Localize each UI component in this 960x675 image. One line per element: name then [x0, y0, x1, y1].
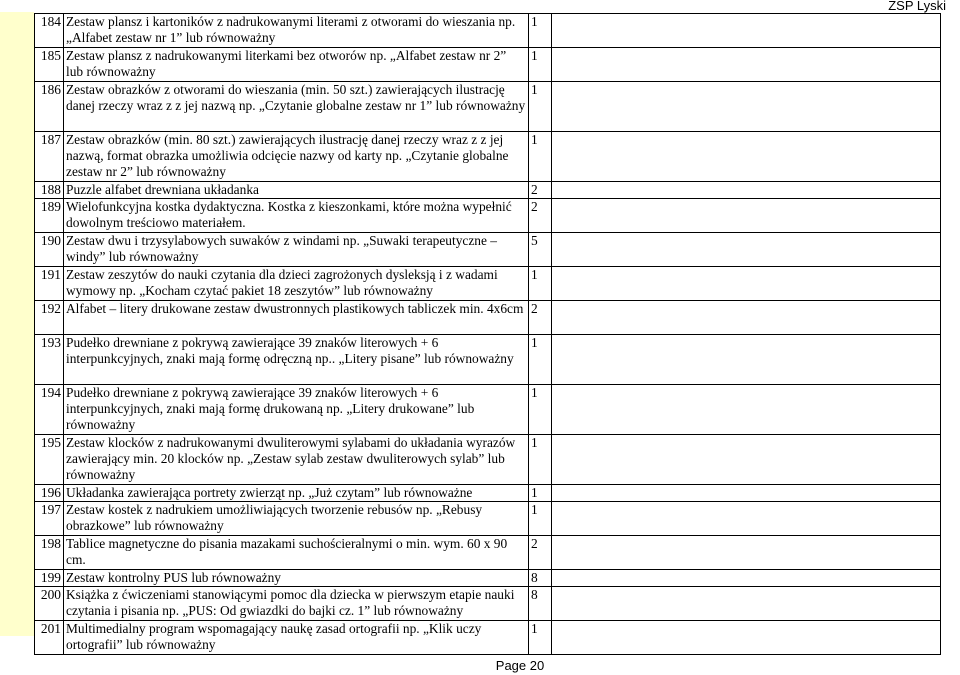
item-number: 185: [35, 48, 64, 82]
item-number: 186: [35, 82, 64, 132]
item-description: Układanka zawierająca portrety zwierząt np. „Już czytam” lub równoważne: [64, 485, 529, 502]
item-description: Tablice magnetyczne do pisania mazakami suchościeralnymi o min. wym. 60 x 90 cm.: [64, 536, 529, 570]
item-description: Alfabet – litery drukowane zestaw dwustronnych plastikowych tabliczek min. 4x6cm: [64, 301, 529, 335]
item-number: 196: [35, 485, 64, 502]
items-table: [34, 13, 941, 655]
item-description: Zestaw dwu i trzysylabowych suwaków z windami np. „Suwaki terapeutyczne – windy” lub równoważny: [64, 233, 529, 267]
empty-cell: [552, 301, 941, 335]
item-quantity: 2: [529, 536, 552, 570]
table-row: [35, 182, 941, 199]
item-quantity: 1: [529, 82, 552, 132]
item-quantity: 1: [529, 435, 552, 485]
item-quantity: 2: [529, 199, 552, 233]
item-description: Zestaw plansz i kartoników z nadrukowanymi literami z otworami do wieszania np. „Alfabet zestaw nr 1” lub równoważny: [64, 14, 529, 48]
page-number: Page 20: [495, 658, 545, 673]
item-number: 187: [35, 132, 64, 182]
empty-cell: [552, 335, 941, 385]
item-number: 199: [35, 570, 64, 587]
item-number: 198: [35, 536, 64, 570]
table-row: [35, 621, 941, 655]
item-number: 189: [35, 199, 64, 233]
table-row: [35, 132, 941, 182]
empty-cell: [552, 621, 941, 655]
item-quantity: 1: [529, 267, 552, 301]
empty-cell: [552, 587, 941, 621]
item-quantity: 1: [529, 14, 552, 48]
item-description: Wielofunkcyjna kostka dydaktyczna. Kostka z kieszonkami, które można wypełnić dowolnym treściowo materiałem.: [64, 199, 529, 233]
table-row: [35, 435, 941, 485]
item-quantity: 1: [529, 132, 552, 182]
item-description: Pudełko drewniane z pokrywą zawierające 39 znaków literowych + 6 interpunkcyjnych, znaki mają formę odręczną np.. „Litery pisane” lub równoważny: [64, 335, 529, 385]
empty-cell: [552, 14, 941, 48]
empty-cell: [552, 82, 941, 132]
item-number: 192: [35, 301, 64, 335]
item-quantity: 8: [529, 570, 552, 587]
item-description: Zestaw klocków z nadrukowanymi dwuliterowymi sylabami do układania wyrazów zawierający min. 20 klocków np. „Zestaw sylab zestaw dwuliterowych sylab” lub równoważny: [64, 435, 529, 485]
item-description: Zestaw kostek z nadrukiem umożliwiających tworzenie rebusów np. „Rebusy obrazkowe” lub równoważny: [64, 502, 529, 536]
empty-cell: [552, 385, 941, 435]
item-quantity: 1: [529, 48, 552, 82]
table-row: [35, 485, 941, 502]
item-number: 184: [35, 14, 64, 48]
table-row: [35, 82, 941, 132]
table-row: [35, 587, 941, 621]
item-number: 201: [35, 621, 64, 655]
table-row: [35, 502, 941, 536]
item-description: Książka z ćwiczeniami stanowiącymi pomoc dla dziecka w pierwszym etapie nauki czytania i pisania np. „PUS: Od gwiazdki do bajki cz. 1” lub równoważny: [64, 587, 529, 621]
table-row: [35, 385, 941, 435]
item-description: Puzzle alfabet drewniana układanka: [64, 182, 529, 199]
item-quantity: 5: [529, 233, 552, 267]
item-quantity: 2: [529, 182, 552, 199]
item-description: Pudełko drewniane z pokrywą zawierające 39 znaków literowych + 6 interpunkcyjnych, znaki mają formę drukowaną np. „Litery drukowane” lub równoważny: [64, 385, 529, 435]
empty-cell: [552, 48, 941, 82]
empty-cell: [552, 502, 941, 536]
item-description: Zestaw obrazków (min. 80 szt.) zawierających ilustrację danej rzeczy wraz z z jej nazwą, format obrazka umożliwia odcięcie nazwy od karty np. „Czytanie globalne zestaw nr 2” lub równoważny: [64, 132, 529, 182]
item-description: Zestaw obrazków z otworami do wieszania (min. 50 szt.) zawierających ilustrację danej rzeczy wraz z z jej nazwą np. „Czytanie globalne zestaw nr 1” lub równoważny: [64, 82, 529, 132]
table-row: [35, 14, 941, 48]
table-row: [35, 335, 941, 385]
empty-cell: [552, 132, 941, 182]
item-description: Multimedialny program wspomagający naukę zasad ortografii np. „Klik uczy ortografii” lub równoważny: [64, 621, 529, 655]
empty-cell: [552, 570, 941, 587]
table-row: [35, 267, 941, 301]
page-footer: [0, 658, 960, 673]
item-quantity: 1: [529, 485, 552, 502]
table-row: [35, 570, 941, 587]
item-number: 197: [35, 502, 64, 536]
item-quantity: 1: [529, 621, 552, 655]
item-number: 188: [35, 182, 64, 199]
item-description: Zestaw plansz z nadrukowanymi literkami bez otworów np. „Alfabet zestaw nr 2” lub równoważny: [64, 48, 529, 82]
empty-cell: [552, 435, 941, 485]
empty-cell: [552, 485, 941, 502]
table-row: [35, 536, 941, 570]
item-quantity: 2: [529, 301, 552, 335]
school-name-header: ZSP Lyski: [888, 0, 946, 13]
item-number: 194: [35, 385, 64, 435]
table-row: [35, 199, 941, 233]
empty-cell: [552, 536, 941, 570]
item-number: 190: [35, 233, 64, 267]
empty-cell: [552, 233, 941, 267]
item-quantity: 8: [529, 587, 552, 621]
item-number: 193: [35, 335, 64, 385]
item-quantity: 1: [529, 335, 552, 385]
empty-cell: [552, 199, 941, 233]
item-quantity: 1: [529, 385, 552, 435]
item-quantity: 1: [529, 502, 552, 536]
table-row: [35, 233, 941, 267]
item-number: 200: [35, 587, 64, 621]
item-description: Zestaw kontrolny PUS lub równoważny: [64, 570, 529, 587]
item-description: Zestaw zeszytów do nauki czytania dla dzieci zagrożonych dysleksją i z wadami wymowy np. „Kocham czytać pakiet 18 zeszytów” lub równoważny: [64, 267, 529, 301]
yellow-margin-strip: [0, 12, 34, 636]
item-number: 195: [35, 435, 64, 485]
table-row: [35, 301, 941, 335]
empty-cell: [552, 182, 941, 199]
table-row: [35, 48, 941, 82]
empty-cell: [552, 267, 941, 301]
item-number: 191: [35, 267, 64, 301]
